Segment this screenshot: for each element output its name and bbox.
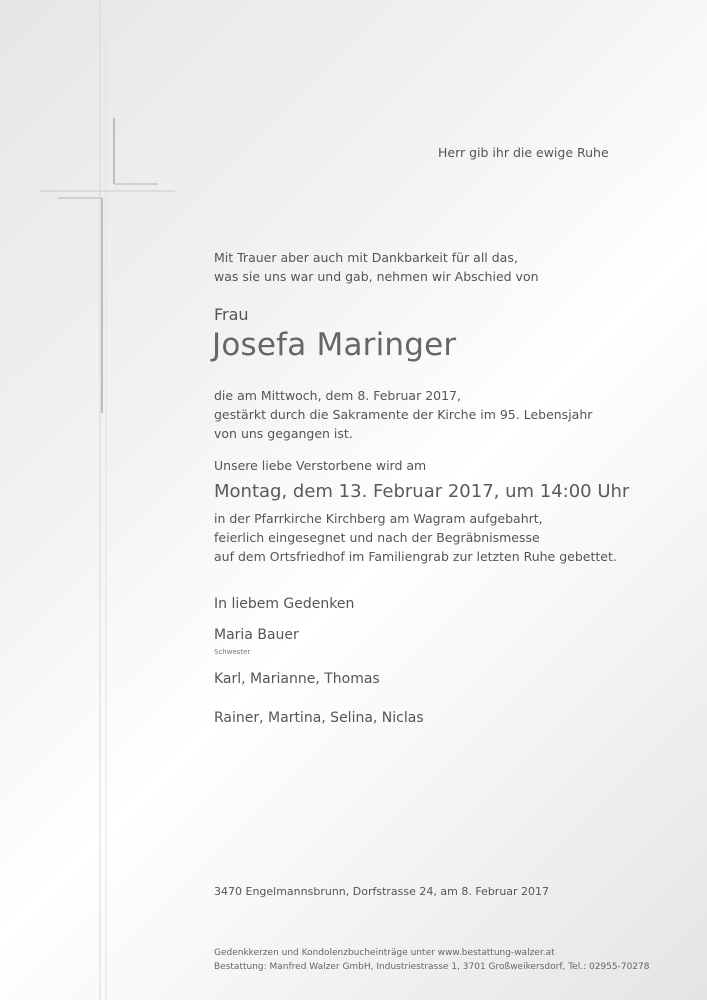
intro-text [214,248,634,286]
death-notice-line: gestärkt durch die Sakramente der Kirche im 95. Lebensjahr [214,407,593,422]
death-notice-line: von uns gegangen ist. [214,426,353,441]
funeral-details-line: feierlich eingesegnet und nach der Begräbnismesse [214,530,540,545]
death-notice [214,386,634,443]
death-notice-line: die am Mittwoch, dem 8. Februar 2017, [214,388,461,403]
mourners-heading: In liebem Gedenken [214,596,355,612]
footer [214,946,684,974]
funeral-details-line: auf dem Ortsfriedhof im Familiengrab zur letzten Ruhe gebettet. [214,549,617,564]
motto-text: Herr gib ihr die ewige Ruhe [438,145,609,160]
deceased-name: Josefa Maringer [212,327,457,363]
footer-line: Gedenkkerzen und Kondolenzbucheinträge unter www.bestattung-walzer.at [214,948,555,958]
funeral-date-time: Montag, dem 13. Februar 2017, um 14:00 Uhr [214,481,630,502]
funeral-details-line: in der Pfarrkirche Kirchberg am Wagram aufgebahrt, [214,511,543,526]
address-line: 3470 Engelmannsbrunn, Dorfstrasse 24, am 8. Februar 2017 [214,885,550,898]
funeral-intro: Unsere liebe Verstorbene wird am [214,458,427,473]
salutation: Frau [214,305,249,324]
funeral-details [214,509,684,566]
mourner-group: Karl, Marianne, Thomas [214,671,380,687]
intro-line: Mit Trauer aber auch mit Dankbarkeit für all das, [214,250,518,265]
mourner-primary-relation: Schwester [214,648,251,656]
intro-line: was sie uns war und gab, nehmen wir Abschied von [214,269,539,284]
mourner-group: Rainer, Martina, Selina, Niclas [214,710,424,726]
mourner-primary-name: Maria Bauer [214,627,299,643]
footer-line: Bestattung: Manfred Walzer GmbH, Industriestrasse 1, 3701 Großweikersdorf, Tel.: 02955-70278 [214,962,650,972]
